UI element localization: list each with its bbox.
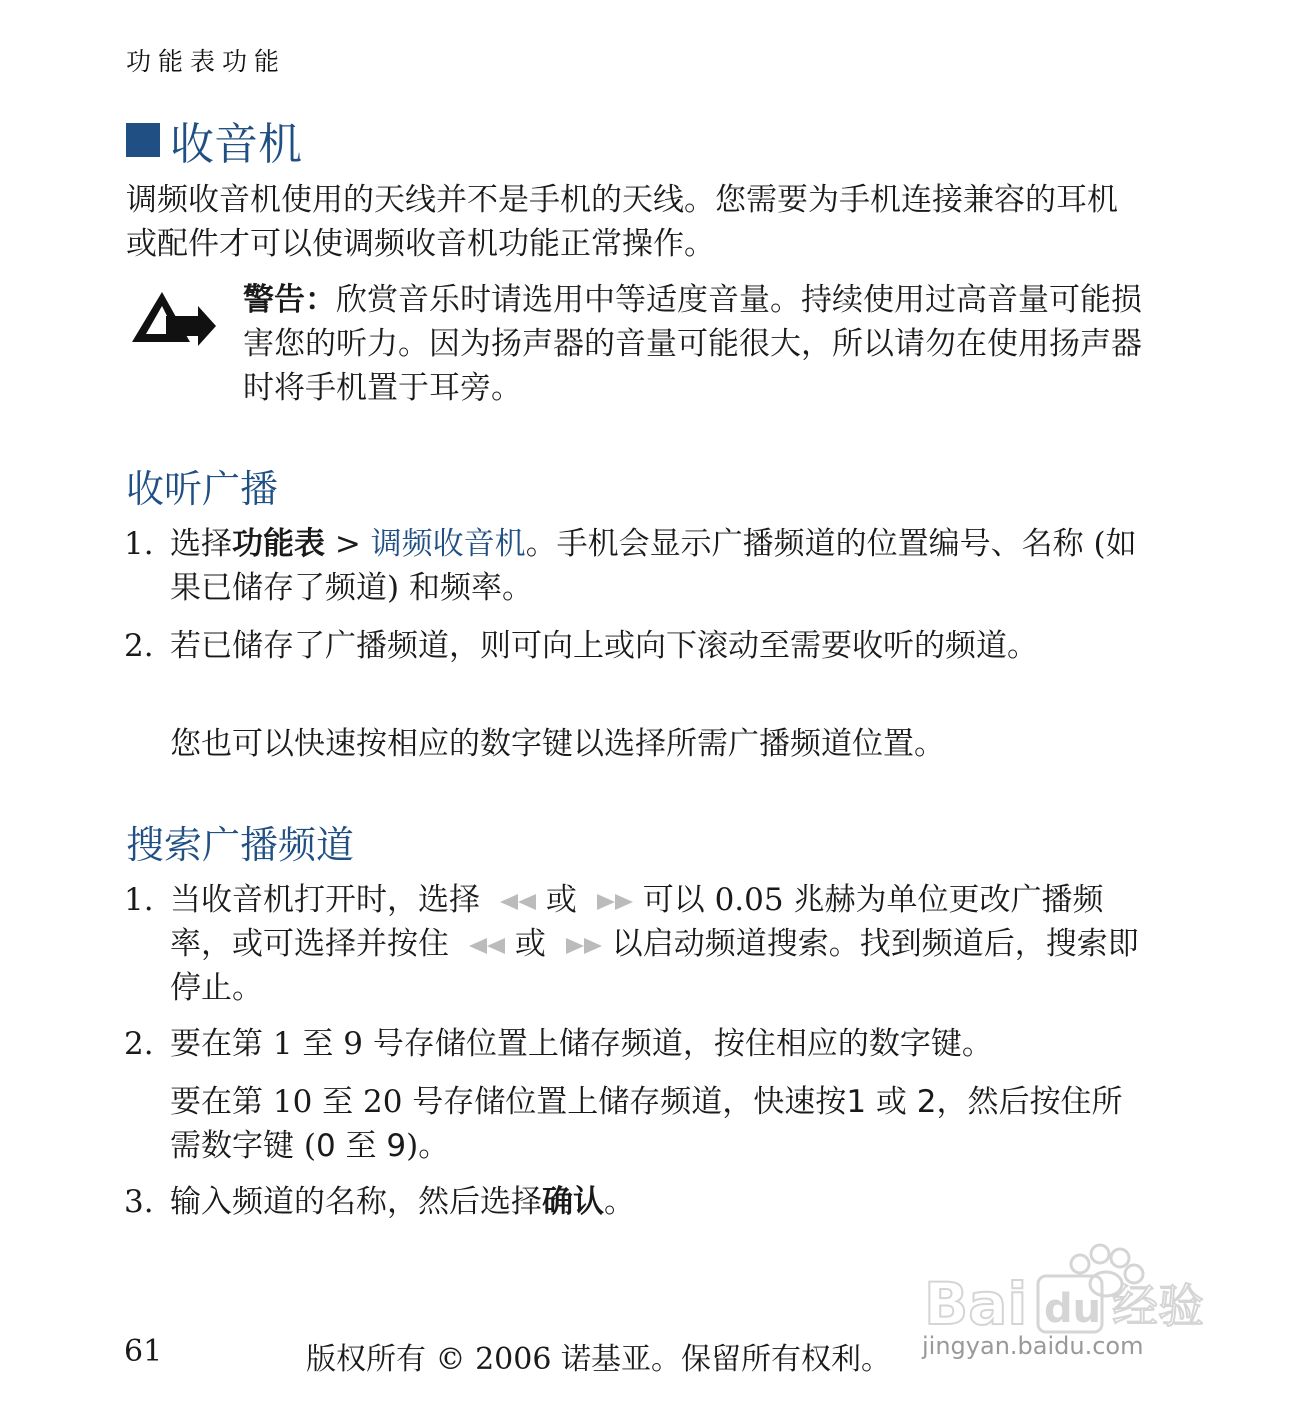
step-text: 当收音机打开时，选择 xyxy=(170,882,480,918)
step-text: 以启动频道搜索。找到频道后，搜索即停止。 xyxy=(170,926,1139,1006)
warning-text: 欣赏音乐时请选用中等适度音量。持续使用过高音量可能损害您的听力。因为扬声器的音量可能很大，所以请勿在使用扬声器时将手机置于耳旁。 xyxy=(243,282,1142,406)
fast-forward-icon xyxy=(593,891,637,913)
warning-label: 警告： xyxy=(243,282,336,318)
step-text: 。手机会显示广播频道的位置编号、名称 (如果已储存了频道) 和频率。 xyxy=(170,526,1137,606)
page-number: 61 xyxy=(124,1334,163,1369)
step-number: 1. xyxy=(124,526,154,562)
path-separator: > xyxy=(325,526,371,562)
intro-paragraph: 调频收音机使用的天线并不是手机的天线。您需要为手机连接兼容的耳机或配件才可以使调频收音机功能正常操作。 xyxy=(126,182,1118,262)
step-number: 1. xyxy=(124,882,154,918)
search-step-1 xyxy=(124,878,1144,1010)
key-2: 2 xyxy=(916,1084,937,1120)
warning-triangle-icon xyxy=(128,286,218,346)
running-head: 功能表功能 xyxy=(126,47,287,76)
key-9: 9 xyxy=(386,1128,407,1164)
confirm-action: 确认 xyxy=(542,1184,604,1220)
copyright-notice: 版权所有 © 2006 诺基亚。保留所有权利。 xyxy=(306,1342,891,1377)
search-heading: 搜索广播频道 xyxy=(126,823,355,867)
rewind-icon xyxy=(496,891,540,913)
warning-paragraph xyxy=(243,278,1153,410)
step-number: 2. xyxy=(124,1026,154,1062)
key-0: 0 xyxy=(315,1128,336,1164)
step-text: 选择 xyxy=(170,526,232,562)
section-title xyxy=(126,108,302,172)
svg-text:du: du xyxy=(1044,1286,1102,1332)
section-title-text: 收音机 xyxy=(170,119,302,170)
rewind-icon xyxy=(465,935,509,957)
step-number: 2. xyxy=(124,628,154,664)
svg-text:经验: 经验 xyxy=(1112,1279,1204,1333)
svg-text:Bai: Bai xyxy=(924,1270,1028,1338)
or-text: 或 xyxy=(514,926,546,962)
step-number: 3. xyxy=(124,1184,154,1220)
listen-step-2 xyxy=(124,624,1144,668)
search-note-2: 要在第 10 至 20 号存储位置上储存频道，快速按1 或 2，然后按住所需数字键 (0 至 9)。 xyxy=(170,1084,1123,1164)
search-step-3: 3. 输入频道的名称，然后选择确认。 xyxy=(124,1180,1144,1224)
title-square-icon xyxy=(126,123,160,157)
step-text: 可以 0.05 兆赫为单位更改广播频率，或可选择并按住 xyxy=(170,882,1104,962)
or-text: 或 xyxy=(545,882,577,918)
menu-path-item: 功能表 xyxy=(232,526,325,562)
listen-heading: 收听广播 xyxy=(126,467,279,511)
step-text: 要在第 1 至 9 号存储位置上储存频道，按住相应的数字键。 xyxy=(170,1026,993,1062)
watermark-url: jingyan.baidu.com xyxy=(922,1332,1144,1360)
listen-note: 您也可以快速按相应的数字键以选择所需广播频道位置。 xyxy=(170,726,945,762)
listen-step-1 xyxy=(124,522,1144,610)
fast-forward-icon xyxy=(562,935,606,957)
step-text: 输入频道的名称，然后选择 xyxy=(170,1184,542,1220)
search-step-2 xyxy=(124,1022,1144,1066)
key-1: 1 xyxy=(846,1084,867,1120)
fm-radio-link[interactable]: 调频收音机 xyxy=(370,526,526,562)
step-text: 若已储存了广播频道，则可向上或向下滚动至需要收听的频道。 xyxy=(170,628,1038,664)
